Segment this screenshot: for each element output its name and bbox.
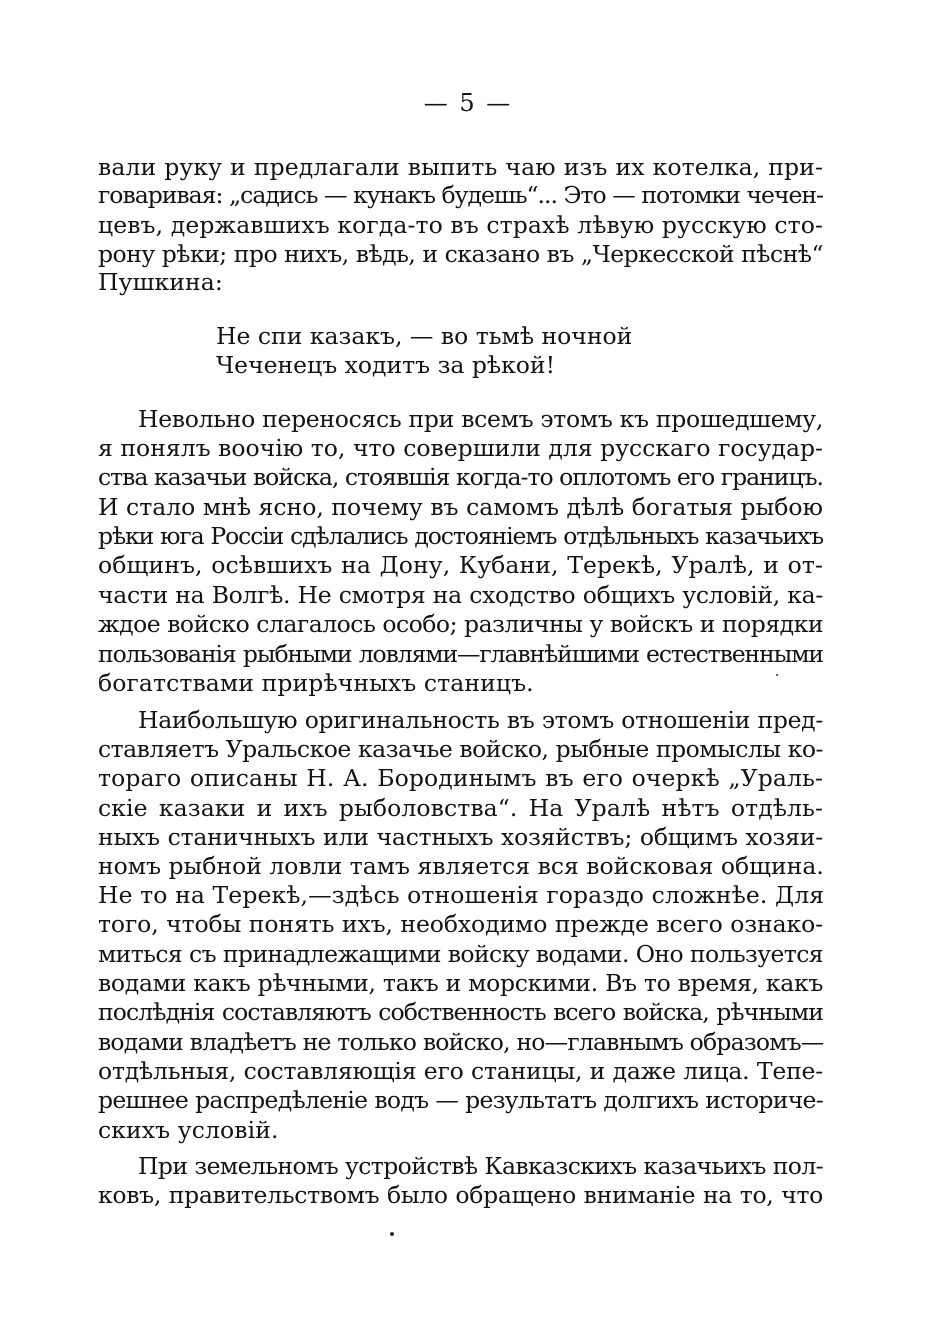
text-line: рону рѣки; про нихъ, вѣдь, и сказано въ „Черкесской пѣснѣ“ — [98, 240, 823, 268]
paragraph-line: миться съ принадлежащими войску водами. Оно пользуется — [98, 940, 823, 968]
paragraph-line: водами владѣетъ не только войско, но—главнымъ образомъ— — [98, 1028, 824, 1056]
paragraph-line: богатствами прирѣчныхъ станицъ. — [98, 669, 534, 697]
paragraph-line: рѣки юга Россіи сдѣлались достояніемъ отдѣльныхъ казачьихъ — [98, 522, 823, 550]
paragraph-line: тораго описаны Н. А. Бородинымъ въ его очеркѣ „Ураль- — [98, 764, 823, 792]
paragraph-line: Невольно переносясь при всемъ этомъ къ прошедшему, — [138, 405, 823, 433]
verse-line: Не спи казакъ, — во тьмѣ ночной — [216, 322, 633, 350]
paragraph-line: того, чтобы понять ихъ, необходимо прежде всего ознако- — [98, 910, 823, 938]
paragraph-line: И стало мнѣ ясно, почему въ самомъ дѣлѣ богатыя рыбою — [98, 493, 823, 521]
paragraph-line: Наибольшую оригинальность въ этомъ отношеніи пред- — [138, 706, 823, 734]
verse-line: Чеченецъ ходитъ за рѣкой! — [216, 351, 556, 379]
paragraph-line: ства казачьи войска, стоявшія когда-то оплотомъ его границъ. — [98, 463, 823, 491]
text-line: вали руку и предлагали выпить чаю изъ их котелка, при- — [98, 153, 823, 181]
paragraph-line: общинъ, осѣвшихъ на Дону, Кубани, Терекѣ, Уралѣ, и от- — [98, 551, 823, 579]
page-number: — 5 — — [423, 89, 513, 117]
ink-speck — [390, 1232, 394, 1236]
text-line: говаривая: „садись — кунакъ будешь“... Это — потомки чечен- — [98, 181, 823, 209]
ink-speck — [776, 674, 778, 676]
paragraph-line: решнее распредѣленіе водъ — результатъ долгихъ историче- — [98, 1086, 823, 1114]
paragraph-line: скихъ условій. — [98, 1116, 279, 1144]
paragraph-line: пользованія рыбными ловлями—главнѣйшими естественными — [98, 640, 823, 668]
paragraph-line: водами какъ рѣчными, такъ и морскими. Въ то время, какъ — [98, 969, 823, 997]
paragraph-line: При земельномъ устройствѣ Кавказскихъ казачьихъ пол- — [138, 1152, 823, 1180]
paragraph-line: ныхъ станичныхъ или частныхъ хозяйствъ; общимъ хозяи- — [98, 823, 823, 851]
paragraph-line: части на Волгѣ. Не смотря на сходство общихъ условій, ка- — [98, 581, 823, 609]
paragraph-line: Не то на Терекѣ,—здѣсь отношенія гораздо сложнѣе. Для — [98, 881, 825, 909]
paragraph-line: я понялъ воочію то, что совершили для русскаго государ- — [98, 434, 823, 462]
paragraph-line: ковъ, правительствомъ было обращено вниманіе на то, что — [98, 1181, 823, 1209]
paragraph-line: послѣднія составляютъ собственность всего войска, рѣчными — [98, 998, 823, 1026]
paragraph-line: отдѣльныя, составляющія его станицы, и даже лица. Тепе- — [98, 1057, 823, 1085]
text-line: цевъ, державшихъ когда-то въ страхѣ лѣвую русскую сто- — [98, 211, 823, 239]
text-line: Пушкина: — [98, 268, 223, 296]
paragraph-line: ждое войско слагалось особо; различны у войскъ и порядки — [98, 610, 823, 638]
paragraph-line: скіе казаки и ихъ рыболовства“. На Уралѣ нѣтъ отдѣль- — [98, 794, 823, 822]
paragraph-line: номъ рыбной ловли тамъ является вся войсковая община. — [98, 852, 824, 880]
paragraph-line: ставляетъ Уральское казачье войско, рыбные промыслы ко- — [98, 735, 823, 763]
